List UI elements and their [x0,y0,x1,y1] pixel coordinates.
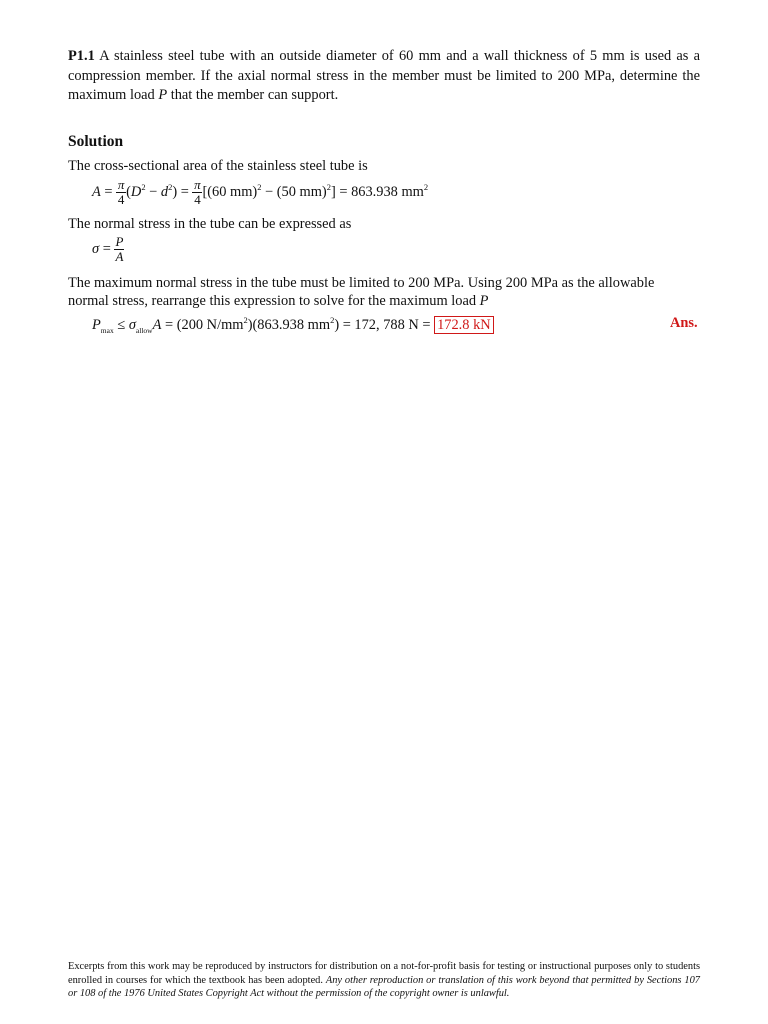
pi-over-4-fraction [116,178,126,207]
exponent: 2 [168,181,173,192]
answer-label: Ans. [670,315,698,331]
pi-numerator: π [194,177,201,192]
sigma-symbol: σ [128,317,136,333]
equals-sign: = [100,183,117,200]
footer-text: Excerpts from this work may be reproduced by instructors for distribution on a not-for-profit basis for testing or instructional purposes only to students enrolled in courses for which the textbook has been adopted. [68,961,700,986]
exponent: 2 [243,315,248,325]
problem-label: P1.1 [68,48,95,64]
max-stress-line-1: The maximum normal stress in the tube must be limited to 200 MPa. Using 200 MPa as the allowable [68,275,655,291]
inner-term: − (50 mm) [261,183,327,200]
leq-sign: ≤ [113,317,129,333]
area-result: ] = 863.938 mm [330,183,424,200]
max-subscript: max [100,326,114,335]
load-symbol: P [92,317,101,333]
allow-subscript: allow [135,326,153,335]
exponent: 2 [423,181,429,192]
area-equation [92,178,428,207]
paren-close-equals: ) = [172,183,193,200]
boxed-answer: 172.8 kN [434,316,494,334]
exponent: 2 [257,181,262,192]
area-term: )(863.938 mm [247,317,331,333]
four-denominator: 4 [117,192,125,207]
outer-diameter-symbol: D [130,183,142,200]
problem-text-1: A stainless steel tube with an outside diameter of 60 mm and a wall thickness of 5 mm is used as a compression member. If the axial normal stress in the member must be limited to 200 MPa, determine the maximum load [68,48,700,103]
copyright-footer [68,960,700,1001]
area-symbol: A [152,317,162,333]
area-intro-line: The cross-sectional area of the stainless steel tube is [68,158,368,174]
stress-equation [92,235,124,264]
sigma-symbol: σ [92,240,100,257]
newton-result: ) = 172, 788 N = [334,317,435,333]
problem-text-2: that the member can support. [167,87,339,103]
stress-term: = (200 N/mm [161,317,244,333]
problem-var-p: P [158,87,168,103]
max-stress-line-2-text: normal stress, rearrange this expression to solve for the maximum load [68,293,480,309]
outer-term: [(60 mm) [202,183,258,200]
problem-statement [68,47,700,106]
footer-italic-text: Any other reproduction or translation of this work beyond that permitted by Sections 107 or 108 of the 1976 United States Copyright Act without the permission of the copyright owner is unlawful. [68,974,700,999]
p-numerator: P [115,234,124,249]
exponent: 2 [141,181,146,192]
four-denominator: 4 [194,192,201,207]
max-stress-line-2 [68,292,488,311]
p-over-a-fraction [114,235,124,264]
load-equation [92,315,494,335]
stress-intro-line: The normal stress in the tube can be expressed as [68,216,352,232]
pi-over-4-fraction [192,178,202,207]
area-symbol: A [92,183,101,200]
max-stress-line-2-var: P [479,293,489,309]
inner-diameter-symbol: d [160,183,169,200]
paren-open: ( [126,183,131,200]
a-denominator: A [115,249,124,264]
minus-sign: − [145,183,161,200]
exponent: 2 [330,315,335,325]
equals-sign: = [99,240,115,257]
solution-heading: Solution [68,133,124,150]
pi-numerator: π [117,177,125,192]
exponent: 2 [326,181,331,192]
